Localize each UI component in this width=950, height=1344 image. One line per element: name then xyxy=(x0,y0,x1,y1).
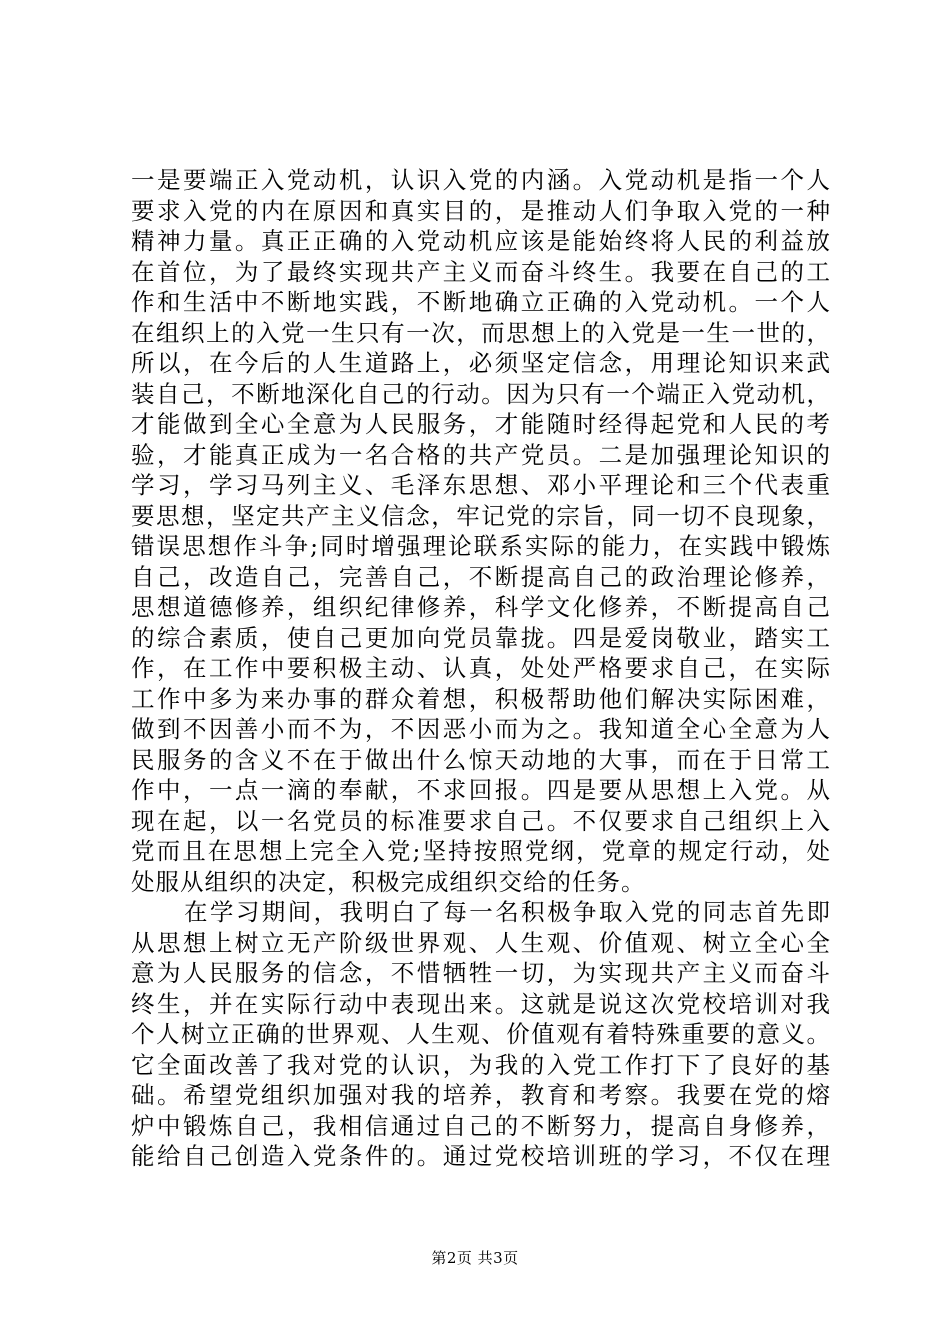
text-line: 炉中锻炼自己，我相信通过自己的不断努力，提高自身修养， xyxy=(131,1111,831,1140)
text-line: 验，才能真正成为一名合格的共产党员。二是加强理论知识的 xyxy=(131,440,831,469)
text-line: 才能做到全心全意为人民服务，才能随时经得起党和人民的考 xyxy=(131,410,831,438)
text-line: 的综合素质，使自己更加向党员靠拢。四是爱岗敬业，踏实工 xyxy=(131,623,831,652)
text-line: 工作中多为来办事的群众着想，积极帮助他们解决实际困难， xyxy=(131,684,831,713)
paragraph xyxy=(131,165,831,897)
text-line: 在学习期间，我明白了每一名积极争取入党的同志首先即 xyxy=(184,898,831,926)
text-line: 民服务的含义不在于做出什么惊天动地的大事，而在于日常工 xyxy=(131,745,831,774)
text-line: 错误思想作斗争;同时增强理论联系实际的能力，在实践中锻炼 xyxy=(131,532,831,560)
document-body xyxy=(131,165,831,1172)
text-line: 要求入党的内在原因和真实目的，是推动人们争取入党的一种 xyxy=(131,196,831,225)
text-line: 在组织上的入党一生只有一次，而思想上的入党是一生一世的， xyxy=(131,318,831,347)
text-line: 一是要端正入党动机，认识入党的内涵。入党动机是指一个人 xyxy=(131,166,831,194)
text-line: 做到不因善小而不为，不因恶小而为之。我知道全心全意为人 xyxy=(131,715,831,743)
text-line: 础。希望党组织加强对我的培养，教育和考察。我要在党的熔 xyxy=(131,1081,831,1109)
text-line: 它全面改善了我对党的认识，为我的入党工作打下了良好的基 xyxy=(131,1050,831,1079)
text-line: 自己，改造自己，完善自己，不断提高自己的政治理论修养， xyxy=(131,562,831,591)
text-line: 能给自己创造入党条件的。通过党校培训班的学习，不仅在理 xyxy=(131,1142,831,1170)
text-line: 学习，学习马列主义、毛泽东思想、邓小平理论和三个代表重 xyxy=(131,471,831,499)
text-line: 作中，一点一滴的奉献，不求回报。四是要从思想上入党。从 xyxy=(131,776,831,804)
page-number-footer: 第2页 共3页 xyxy=(431,1249,519,1267)
text-line: 作和生活中不断地实践，不断地确立正确的入党动机。一个人 xyxy=(131,288,831,316)
text-line: 要思想，坚定共产主义信念，牢记党的宗旨，同一切不良现象， xyxy=(131,501,831,530)
text-line: 终生，并在实际行动中表现出来。这就是说这次党校培训对我 xyxy=(131,989,831,1018)
text-line: 作，在工作中要积极主动、认真，处处严格要求自己，在实际 xyxy=(131,654,831,682)
text-line: 从思想上树立无产阶级世界观、人生观、价值观、树立全心全 xyxy=(131,928,831,957)
text-line: 在首位，为了最终实现共产主义而奋斗终生。我要在自己的工 xyxy=(131,257,831,286)
text-line: 个人树立正确的世界观、人生观、价值观有着特殊重要的意义。 xyxy=(131,1020,831,1048)
text-line: 装自己，不断地深化自己的行动。因为只有一个端正入党动机， xyxy=(131,379,831,408)
text-line: 所以，在今后的人生道路上，必须坚定信念，用理论知识来武 xyxy=(131,349,831,377)
paragraph xyxy=(131,897,831,1172)
text-line: 现在起，以一名党员的标准要求自己。不仅要求自己组织上入 xyxy=(131,806,831,835)
text-line: 意为人民服务的信念，不惜牺牲一切，为实现共产主义而奋斗 xyxy=(131,959,831,987)
text-line: 思想道德修养，组织纪律修养，科学文化修养，不断提高自己 xyxy=(131,593,831,621)
text-line: 党而且在思想上完全入党;坚持按照党纲，党章的规定行动，处 xyxy=(131,837,831,865)
text-line: 处服从组织的决定，积极完成组织交给的任务。 xyxy=(131,867,646,896)
text-line: 精神力量。真正正确的入党动机应该是能始终将人民的利益放 xyxy=(131,227,831,255)
